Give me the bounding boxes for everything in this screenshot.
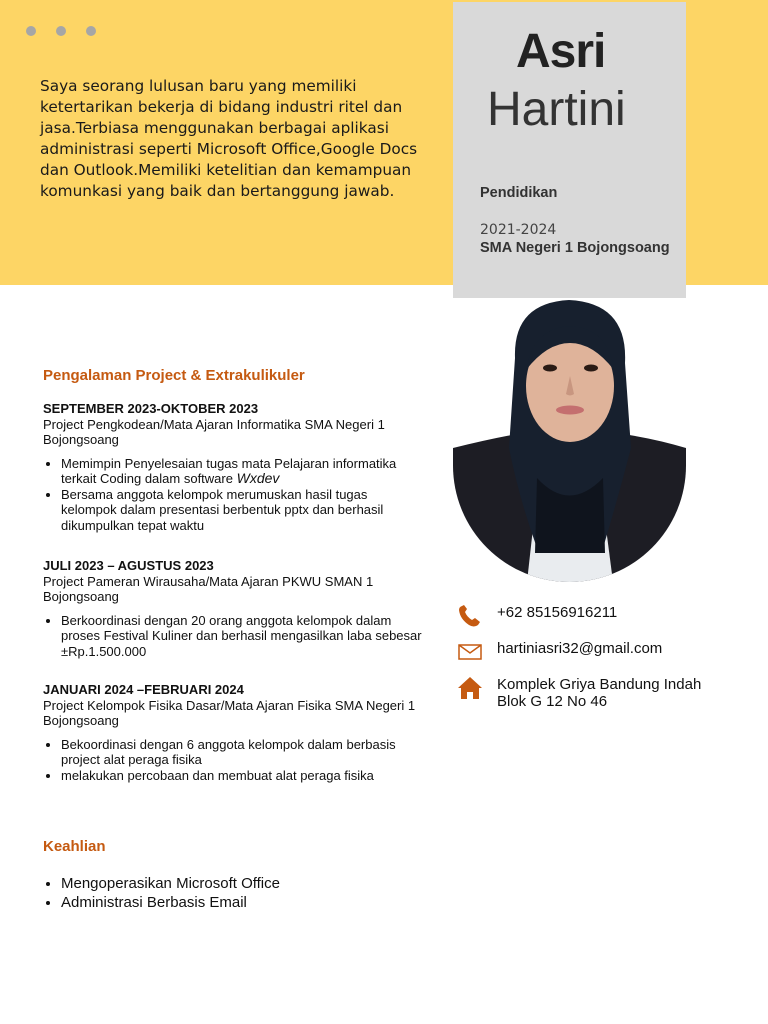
phone-number[interactable]: +62 85156916211 bbox=[497, 604, 618, 621]
experience-bullet: • Bersama anggota kelompok merumuskan hasil tugas kelompok dalam presentasi berbentuk pptx dan berhasil dikumpulkan tepat waktu bbox=[61, 487, 423, 534]
dot-icon bbox=[26, 26, 36, 36]
contact-address bbox=[455, 676, 727, 710]
dot-icon bbox=[86, 26, 96, 36]
skill-item: • Administrasi Berbasis Email bbox=[61, 894, 280, 913]
email-address[interactable]: hartiniasri32@gmail.com bbox=[497, 640, 663, 657]
skills-heading: Keahlian bbox=[43, 838, 106, 855]
education-heading: Pendidikan bbox=[480, 185, 558, 201]
experience-date: JULI 2023 – AGUSTUS 2023 bbox=[43, 558, 214, 573]
experience-bullet: • Berkoordinasi dengan 20 orang anggota kelompok dalam proses Festival Kuliner dan berhasil mengasilkan laba sebesar ±Rp.1.500.000 bbox=[61, 613, 423, 660]
portrait-illustration bbox=[453, 298, 686, 582]
experience-bullet: • melakukan percobaan dan membuat alat peraga fisika bbox=[61, 768, 423, 784]
address-text: Komplek Griya Bandung Indah Blok G 12 No 46 bbox=[497, 676, 702, 710]
contact-phone bbox=[455, 604, 727, 628]
experience-item bbox=[43, 401, 423, 533]
experience-title: Project Pameran Wirausaha/Mata Ajaran PKWU SMAN 1 Bojongsoang bbox=[43, 573, 374, 604]
skills-list bbox=[43, 875, 280, 912]
profile-summary: Saya seorang lulusan baru yang memiliki ketertarikan bekerja di bidang industri ritel dan jasa.Terbiasa menggunakan berbagai aplikasi administrasi seperti Microsoft Office,Google Docs dan Outlook.Memiliki ketelitian dan kemampuan komunkasi yang baik dan bertanggung jawab. bbox=[40, 77, 418, 200]
envelope-icon bbox=[455, 640, 485, 664]
experience-heading: Pengalaman Project & Extrakulikuler bbox=[43, 367, 305, 384]
first-name: Asri bbox=[516, 25, 606, 78]
software-name: Wxdev bbox=[236, 470, 280, 486]
experience-title: Project Kelompok Fisika Dasar/Mata Ajaran Fisika SMA Negeri 1 Bojongsoang bbox=[43, 697, 416, 728]
dot-icon bbox=[56, 26, 66, 36]
experience-date: SEPTEMBER 2023-OKTOBER 2023 bbox=[43, 401, 259, 416]
experience-bullet: • Bekoordinasi dengan 6 anggota kelompok dalam berbasis project alat peraga fisika bbox=[61, 737, 423, 768]
last-name: Hartini bbox=[487, 83, 626, 136]
phone-icon bbox=[455, 604, 485, 628]
experience-date: JANUARI 2024 –FEBRUARI 2024 bbox=[43, 682, 244, 697]
education-school: SMA Negeri 1 Bojongsoang bbox=[480, 240, 670, 256]
window-dots bbox=[26, 26, 96, 36]
home-icon bbox=[455, 676, 485, 700]
contact-email bbox=[455, 640, 727, 664]
experience-item bbox=[43, 558, 423, 659]
experience-title: Project Pengkodean/Mata Ajaran Informatika SMA Negeri 1 Bojongsoang bbox=[43, 416, 385, 447]
education-years: 2021-2024 bbox=[480, 222, 557, 238]
skill-item: • Mengoperasikan Microsoft Office bbox=[61, 875, 280, 894]
profile-photo bbox=[453, 298, 686, 582]
experience-item bbox=[43, 682, 423, 783]
experience-bullet: • Memimpin Penyelesaian tugas mata Pelajaran informatika terkait Coding dalam software Wxdev bbox=[61, 456, 423, 487]
